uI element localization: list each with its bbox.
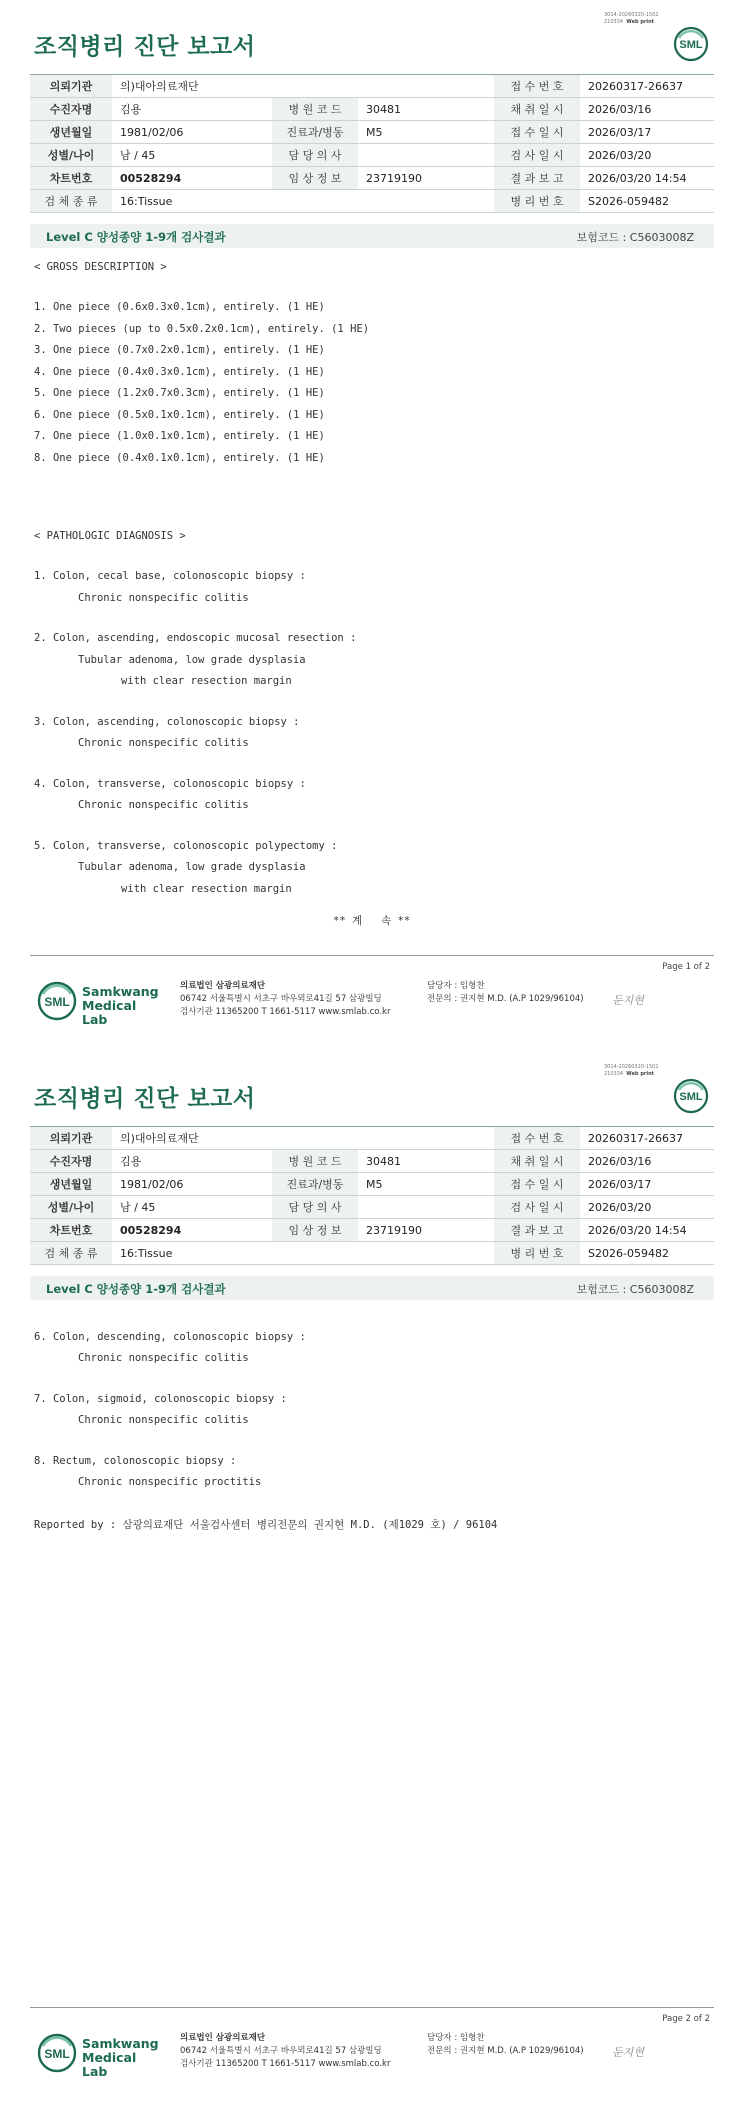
test-band xyxy=(30,224,714,248)
info-row xyxy=(30,190,714,213)
value-collection-date: 2026/03/16 xyxy=(580,1150,714,1173)
footer-divider xyxy=(30,955,714,956)
value-department: M5 xyxy=(358,1173,494,1196)
info-row xyxy=(30,98,714,121)
diagnosis-site: 1. Colon, cecal base, colonoscopic biopsy : xyxy=(34,570,306,582)
label-receipt-date: 접 수 일 시 xyxy=(494,121,580,144)
diagnosis-finding: Chronic nonspecific colitis xyxy=(78,1352,249,1364)
value-specimen-type: 16:Tissue xyxy=(112,190,494,213)
print-meta-code: 210334 xyxy=(604,1070,624,1077)
diagnosis-finding: Chronic nonspecific colitis xyxy=(78,799,249,811)
diagnosis-finding: Chronic nonspecific colitis xyxy=(78,737,249,749)
label-receipt-no: 접 수 번 호 xyxy=(494,1127,580,1150)
gross-item: 7. One piece (1.0x0.1x0.1cm), entirely. (1 HE) xyxy=(34,430,325,442)
responsible-staff xyxy=(427,2032,584,2058)
label-clinical-info: 임 상 정 보 xyxy=(272,167,358,190)
label-pathology-no: 병 리 번 호 xyxy=(494,1242,580,1265)
value-chart-no: 00528294 xyxy=(112,167,272,190)
value-exam-date: 2026/03/20 xyxy=(580,144,714,167)
value-birth-date: 1981/02/06 xyxy=(112,1173,272,1196)
lab-contact: 검사기관 11365200 T 1661-5117 www.smlab.co.kr xyxy=(180,1007,391,1017)
label-requesting-org: 의뢰기관 xyxy=(30,1127,112,1150)
label-result-report: 결 과 보 고 xyxy=(494,167,580,190)
label-sex-age: 성별/나이 xyxy=(30,1196,112,1219)
gross-item: 4. One piece (0.4x0.3x0.1cm), entirely. (1 HE) xyxy=(34,365,325,378)
page-number: Page 2 of 2 xyxy=(662,2014,710,2024)
signature: 둔지현 xyxy=(612,994,644,1007)
pathologic-diagnosis-heading: < PATHOLOGIC DIAGNOSIS > xyxy=(34,530,186,542)
reported-by: Reported by : 삼광의료재단 서울검사센터 병리전문의 권지현 M.D. (제1029 호) / 96104 xyxy=(34,1519,498,1531)
diagnosis-finding: Chronic nonspecific proctitis xyxy=(78,1476,262,1488)
label-pathology-no: 병 리 번 호 xyxy=(494,190,580,213)
lab-org: 의료법인 삼광의료재단 xyxy=(180,981,266,991)
print-meta-label: Web print xyxy=(626,1070,655,1077)
logo-name-line2: Medical Lab xyxy=(82,2050,137,2079)
print-meta-id: 3014-20260320-1502 xyxy=(604,1064,659,1070)
gross-item: 8. One piece (0.4x0.1x0.1cm), entirely. (1 HE) xyxy=(34,451,325,464)
samkwang-logo-icon xyxy=(36,980,78,1022)
test-band xyxy=(30,1276,714,1300)
label-birth-date: 생년월일 xyxy=(30,1173,112,1196)
info-row xyxy=(30,167,714,190)
diagnosis-finding: Tubular adenoma, low grade dysplasia xyxy=(78,861,306,873)
label-sex-age: 성별/나이 xyxy=(30,144,112,167)
value-sex-age: 남 / 45 xyxy=(112,144,272,167)
gross-item: 2. Two pieces (up to 0.5x0.2x0.1cm), entirely. (1 HE) xyxy=(34,322,370,335)
value-pathology-no: S2026-059482 xyxy=(580,190,714,213)
svg-text:SML: SML xyxy=(44,995,70,1009)
value-exam-date: 2026/03/20 xyxy=(580,1196,714,1219)
diagnosis-finding: with clear resection margin xyxy=(121,675,292,687)
diagnosis-site: 2. Colon, ascending, endoscopic mucosal resection : xyxy=(34,632,357,644)
continued-marker: ** 계 속 ** xyxy=(333,915,411,927)
specialist: 전문의 : 권지현 M.D. (A.P 1029/96104) xyxy=(427,994,584,1004)
label-exam-date: 검 사 일 시 xyxy=(494,144,580,167)
label-physician: 담 당 의 사 xyxy=(272,144,358,167)
label-patient-name: 수진자명 xyxy=(30,1150,112,1173)
svg-text:SML: SML xyxy=(44,2047,70,2061)
label-hospital-code: 병 원 코 드 xyxy=(272,98,358,121)
value-receipt-date: 2026/03/17 xyxy=(580,121,714,144)
report-title: 조직병리 진단 보고서 xyxy=(34,34,256,60)
label-physician: 담 당 의 사 xyxy=(272,1196,358,1219)
value-department: M5 xyxy=(358,121,494,144)
insurance-code: 보험코드 : C5603008Z xyxy=(576,1283,694,1296)
lab-address: 06742 서울특별시 서초구 바우뫼로41길 57 삼광빌딩 xyxy=(180,2046,382,2056)
label-collection-date: 채 취 일 시 xyxy=(494,1150,580,1173)
logo-name-line1: Samkwang xyxy=(82,2036,159,2051)
print-meta xyxy=(604,12,659,25)
report-title: 조직병리 진단 보고서 xyxy=(34,1086,256,1112)
print-meta-label: Web print xyxy=(626,18,655,25)
label-receipt-date: 접 수 일 시 xyxy=(494,1173,580,1196)
label-exam-date: 검 사 일 시 xyxy=(494,1196,580,1219)
diagnosis-site: 5. Colon, transverse, colonoscopic polypectomy : xyxy=(34,840,338,852)
value-chart-no: 00528294 xyxy=(112,1219,272,1242)
value-hospital-code: 30481 xyxy=(358,98,494,121)
value-specimen-type: 16:Tissue xyxy=(112,1242,494,1265)
label-department: 진료과/병동 xyxy=(272,121,358,144)
value-sex-age: 남 / 45 xyxy=(112,1196,272,1219)
value-birth-date: 1981/02/06 xyxy=(112,121,272,144)
diagnosis-site: 4. Colon, transverse, colonoscopic biopsy : xyxy=(34,778,306,790)
sml-logo-icon xyxy=(673,26,709,62)
label-collection-date: 채 취 일 시 xyxy=(494,98,580,121)
samkwang-logo-icon xyxy=(36,2032,78,2074)
gross-item: 6. One piece (0.5x0.1x0.1cm), entirely. (1 HE) xyxy=(34,408,325,421)
info-row xyxy=(30,121,714,144)
value-result-report: 2026/03/20 14:54 xyxy=(580,167,714,190)
diagnosis-site: 7. Colon, sigmoid, colonoscopic biopsy : xyxy=(34,1393,287,1405)
lab-address: 06742 서울특별시 서초구 바우뫼로41길 57 삼광빌딩 xyxy=(180,994,382,1004)
responsible-staff xyxy=(427,980,584,1006)
label-specimen-type: 검 체 종 류 xyxy=(30,190,112,213)
diagnosis-site: 3. Colon, ascending, colonoscopic biopsy : xyxy=(34,716,300,728)
value-requesting-org: 의)대아의료재단 xyxy=(112,1127,494,1150)
info-row xyxy=(30,1150,714,1173)
report-page-2 xyxy=(0,1052,744,2104)
info-row xyxy=(30,1127,714,1150)
label-result-report: 결 과 보 고 xyxy=(494,1219,580,1242)
gross-item: 3. One piece (0.7x0.2x0.1cm), entirely. (1 HE) xyxy=(34,344,325,356)
print-meta-code: 210334 xyxy=(604,18,624,25)
logo-name-line2: Medical Lab xyxy=(82,998,137,1027)
value-patient-name: 김용 xyxy=(112,1150,272,1173)
diagnosis-site: 8. Rectum, colonoscopic biopsy : xyxy=(34,1455,237,1467)
value-physician xyxy=(358,1196,494,1219)
lab-contact: 검사기관 11365200 T 1661-5117 www.smlab.co.kr xyxy=(180,2059,391,2069)
diagnosis-finding: with clear resection margin xyxy=(121,883,292,895)
label-chart-no: 차트번호 xyxy=(30,1219,112,1242)
lab-org: 의료법인 삼광의료재단 xyxy=(180,2033,266,2043)
label-department: 진료과/병동 xyxy=(272,1173,358,1196)
diagnosis-finding: Chronic nonspecific colitis xyxy=(78,1414,249,1426)
staff-in-charge: 담당자 : 임형찬 xyxy=(427,2033,485,2043)
signature: 둔지현 xyxy=(612,2046,644,2059)
value-pathology-no: S2026-059482 xyxy=(580,1242,714,1265)
label-specimen-type: 검 체 종 류 xyxy=(30,1242,112,1265)
value-clinical-info: 23719190 xyxy=(358,1219,494,1242)
page-number: Page 1 of 2 xyxy=(662,962,710,972)
patient-info-table xyxy=(30,1126,714,1265)
print-meta-id: 3014-20260320-1502 xyxy=(604,12,659,18)
info-row xyxy=(30,1242,714,1265)
diagnosis-finding: Tubular adenoma, low grade dysplasia xyxy=(78,654,306,666)
value-receipt-date: 2026/03/17 xyxy=(580,1173,714,1196)
value-result-report: 2026/03/20 14:54 xyxy=(580,1219,714,1242)
value-patient-name: 김용 xyxy=(112,98,272,121)
value-physician xyxy=(358,144,494,167)
lab-info xyxy=(180,980,390,1019)
label-receipt-no: 접 수 번 호 xyxy=(494,75,580,98)
value-hospital-code: 30481 xyxy=(358,1150,494,1173)
patient-info-table xyxy=(30,74,714,213)
gross-description-heading: < GROSS DESCRIPTION > xyxy=(34,261,167,273)
label-patient-name: 수진자명 xyxy=(30,98,112,121)
lab-info xyxy=(180,2032,390,2071)
info-row xyxy=(30,1219,714,1242)
sml-logo-icon xyxy=(673,1078,709,1114)
info-row xyxy=(30,75,714,98)
label-requesting-org: 의뢰기관 xyxy=(30,75,112,98)
gross-item: 1. One piece (0.6x0.3x0.1cm), entirely. (1 HE) xyxy=(34,301,325,313)
value-receipt-no: 20260317-26637 xyxy=(580,75,714,98)
value-clinical-info: 23719190 xyxy=(358,167,494,190)
label-birth-date: 생년월일 xyxy=(30,121,112,144)
test-name: Level C 양성종양 1-9개 검사결과 xyxy=(46,1282,226,1296)
staff-in-charge: 담당자 : 임형찬 xyxy=(427,981,485,991)
info-row xyxy=(30,144,714,167)
footer-divider xyxy=(30,2007,714,2008)
value-requesting-org: 의)대아의료재단 xyxy=(112,75,494,98)
sml-logo-text: SML xyxy=(679,1091,703,1103)
logo-name-line1: Samkwang xyxy=(82,984,159,999)
info-row xyxy=(30,1173,714,1196)
info-row xyxy=(30,1196,714,1219)
label-chart-no: 차트번호 xyxy=(30,167,112,190)
test-name: Level C 양성종양 1-9개 검사결과 xyxy=(46,230,226,244)
samkwang-logo xyxy=(36,2032,164,2079)
specialist: 전문의 : 권지현 M.D. (A.P 1029/96104) xyxy=(427,2046,584,2056)
insurance-code: 보험코드 : C5603008Z xyxy=(576,231,694,244)
samkwang-logo xyxy=(36,980,164,1027)
label-hospital-code: 병 원 코 드 xyxy=(272,1150,358,1173)
value-collection-date: 2026/03/16 xyxy=(580,98,714,121)
print-meta xyxy=(604,1064,659,1077)
diagnosis-site: 6. Colon, descending, colonoscopic biopsy : xyxy=(34,1331,306,1343)
diagnosis-finding: Chronic nonspecific colitis xyxy=(78,592,249,604)
sml-logo-text: SML xyxy=(679,39,703,51)
gross-item: 5. One piece (1.2x0.7x0.3cm), entirely. (1 HE) xyxy=(34,387,325,399)
value-receipt-no: 20260317-26637 xyxy=(580,1127,714,1150)
label-clinical-info: 임 상 정 보 xyxy=(272,1219,358,1242)
